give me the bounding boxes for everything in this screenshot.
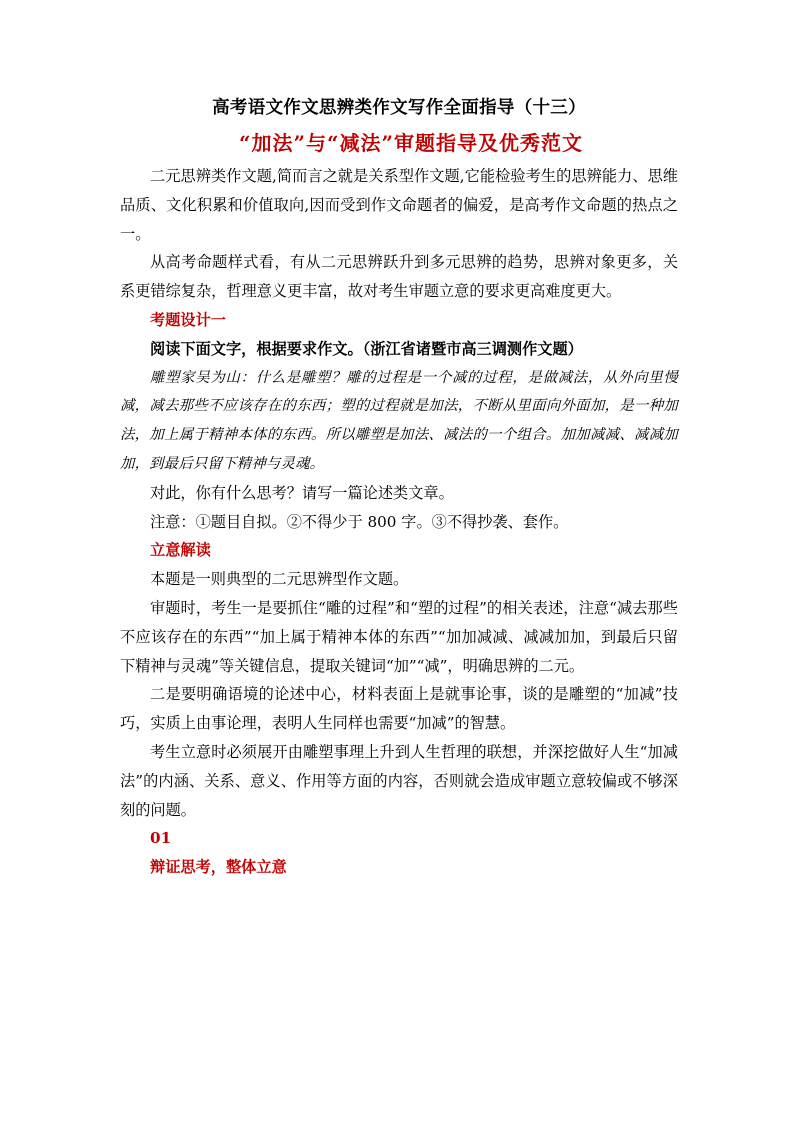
prompt-quote: 雕塑家吴为山：什么是雕塑？雕的过程是一个减的过程，是做减法，从外向里慢减，减去那些不应该存在的东西；塑的过程就是加法，不断从里面向外面加，是一种加法，加上属于精神本体的东西。所以雕塑是加法、减法的一个组合。加加减减、减减加加，到最后只留下精神与灵魂。	[120, 369, 678, 472]
prompt-notice: 注意：①题目自拟。②不得少于 800 字。③不得抄袭、套作。	[150, 512, 569, 531]
page-subtitle: “加法”与“减法”审题指导及优秀范文	[238, 131, 583, 155]
section-number: 01	[150, 829, 172, 848]
analysis-paragraph-3: 二是要明确语境的论述中心，材料表面上是就事论事，谈的是雕塑的“加减”技巧，实质上由事论理，表明人生同样也需要“加减”的智慧。	[120, 685, 678, 733]
intro-paragraph-1: 二元思辨类作文题,简而言之就是关系型作文题,它能检验考生的思辨能力、思维品质、文化积累和价值取向,因而受到作文命题者的偏爱，是高考作文命题的热点之一。	[120, 167, 678, 243]
analysis-paragraph-4: 考生立意时必须展开由雕塑事理上升到人生哲理的联想，并深挖做好人生“加减法”的内涵、关系、意义、作用等方面的内容，否则就会造成审题立意较偏或不够深刻的问题。	[120, 742, 678, 819]
document-page	[120, 96, 678, 882]
intro-paragraph-2: 从高考命题样式看，有从二元思辨跃升到多元思辨的趋势，思辨对象更多，关系更错综复杂，哲理意义更丰富，故对考生审题立意的要求更高难度更大。	[120, 253, 678, 301]
prompt-question: 对此，你有什么思考？请写一篇论述类文章。	[150, 483, 454, 502]
section-heading: 辩证思考，整体立意	[150, 858, 287, 877]
analysis-paragraph-2: 审题时，考生一是要抓住“雕的过程”和“塑的过程”的相关表述，注意“减去那些不应该存在的东西”“加上属于精神本体的东西”“加加减减、减减加加，到最后只留下精神与灵魂”等关键信息，提取关键词“加”“减”，明确思辨的二元。	[120, 598, 678, 675]
analysis-heading: 立意解读	[150, 541, 211, 560]
page-title: 高考语文作文思辨类作文写作全面指导（十三）	[212, 98, 586, 118]
prompt-heading: 阅读下面文字，根据要求作文。（浙江省诸暨市高三调测作文题）	[150, 339, 583, 358]
design-heading: 考题设计一	[150, 310, 226, 329]
analysis-paragraph-1: 本题是一则典型的二元思辨型作文题。	[150, 570, 409, 589]
